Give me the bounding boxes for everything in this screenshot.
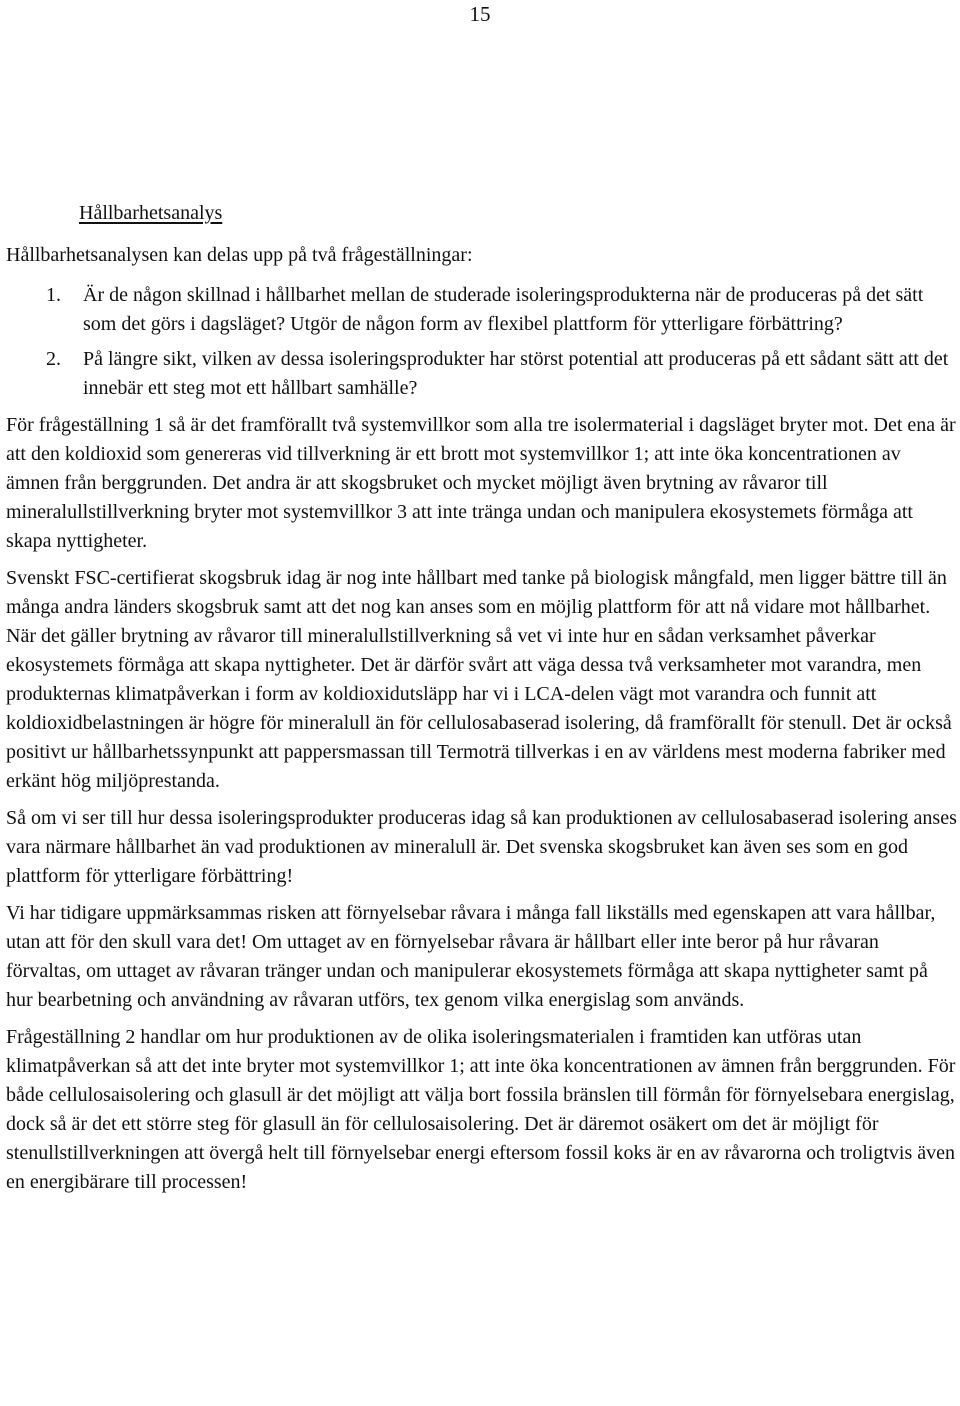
question-list xyxy=(6,281,958,403)
list-item-number: 2. xyxy=(46,348,61,370)
paragraph: Frågeställning 2 handlar om hur produktionen av de olika isoleringsmaterialen i framtiden kan utföras utan klimatpåverkan så att det inte bryter mot systemvillkor 1; att inte öka koncentrationen av ämnen från berggrunden. För både cellulosaisolering och glasull är det möjligt att välja bort fossila bränslen till förmån för förnyelsebara energislag, dock så är det ett större steg för glasull än för cellulosaisolering. Det är däremot osäkert om det är möjligt för stenullstillverkningen att övergå helt till förnyelsebar energi eftersom fossil koks är en av råvarorna och troligtvis även en energibärare till processen! xyxy=(6,1026,956,1193)
paragraph: Så om vi ser till hur dessa isoleringsprodukter produceras idag så kan produktionen av cellulosabaserad isolering anses vara närmare hållbarhet än vad produktionen av mineralull är. Det svenska skogsbruket kan även ses som en god plattform för ytterligare förbättring! xyxy=(6,807,957,887)
paragraph: För frågeställning 1 så är det framförallt två systemvillkor som alla tre isolermaterial i dagsläget bryter mot. Det ena är att den koldioxid som genereras vid tillverkning är ett brott mot systemvillkor 1; att inte öka koncentrationen av ämnen från berggrunden. Det andra är att skogsbruket och mycket möjligt även brytning av råvaror till mineralullstillverkning bryter mot systemvillkor 3 att inte tränga undan och manipulera ekosystemets förmåga att skapa nyttigheter. xyxy=(6,414,956,552)
list-item xyxy=(6,281,958,339)
paragraph: Svenskt FSC-certifierat skogsbruk idag är nog inte hållbart med tanke på biologisk mångfald, men ligger bättre till än många andra länders skogsbruk samt att det nog kan anses som en möjlig plattform för att nå vidare mot hållbarhet. När det gäller brytning av råvaror till mineralullstillverkning så vet vi inte hur en sådan verksamhet påverkar ekosystemets förmåga att skapa nyttigheter. Det är därför svårt att väga dessa två verksamheter mot varandra, men produkternas klimatpåverkan i form av koldioxidutsläpp har vi i LCA-delen vägt mot varandra och funnit att koldioxidbelastningen är högre för mineralull än för cellulosabaserad isolering, då framförallt för stenull. Det är också positivt ur hållbarhetssynpunkt att pappersmassan till Termoträ tillverkas i en av världens mest moderna fabriker med erkänt hög miljöprestanda. xyxy=(6,567,952,792)
list-item xyxy=(6,345,958,403)
list-item-number: 1. xyxy=(46,284,61,306)
list-item-text: Är de någon skillnad i hållbarhet mellan de studerade isoleringsprodukterna när de produceras på det sätt som det görs i dagsläget? Utgör de någon form av flexibel plattform för ytterligare förbättring? xyxy=(83,284,924,335)
page-number: 15 xyxy=(469,2,491,26)
list-item-text: På längre sikt, vilken av dessa isoleringsprodukter har störst potential att produceras på ett sådant sätt att det innebär ett steg mot ett hållbart samhälle? xyxy=(83,348,949,399)
intro-text: Hållbarhetsanalysen kan delas upp på två frågeställningar: xyxy=(6,244,473,266)
document-body xyxy=(6,199,958,1205)
paragraph: Vi har tidigare uppmärksammas risken att förnyelsebar råvara i många fall likställs med egenskapen att vara hållbar, utan att för den skull vara det! Om uttaget av en förnyelsebar råvara är hållbart eller inte beror på hur råvaran förvaltas, om uttaget av råvaran tränger undan och manipulerar ekosystemets förmåga att skapa nyttigheter samt på hur bearbetning och användning av råvaran utförs, tex genom vilka energislag som används. xyxy=(6,902,936,1011)
section-heading: Hållbarhetsanalys xyxy=(79,202,223,224)
